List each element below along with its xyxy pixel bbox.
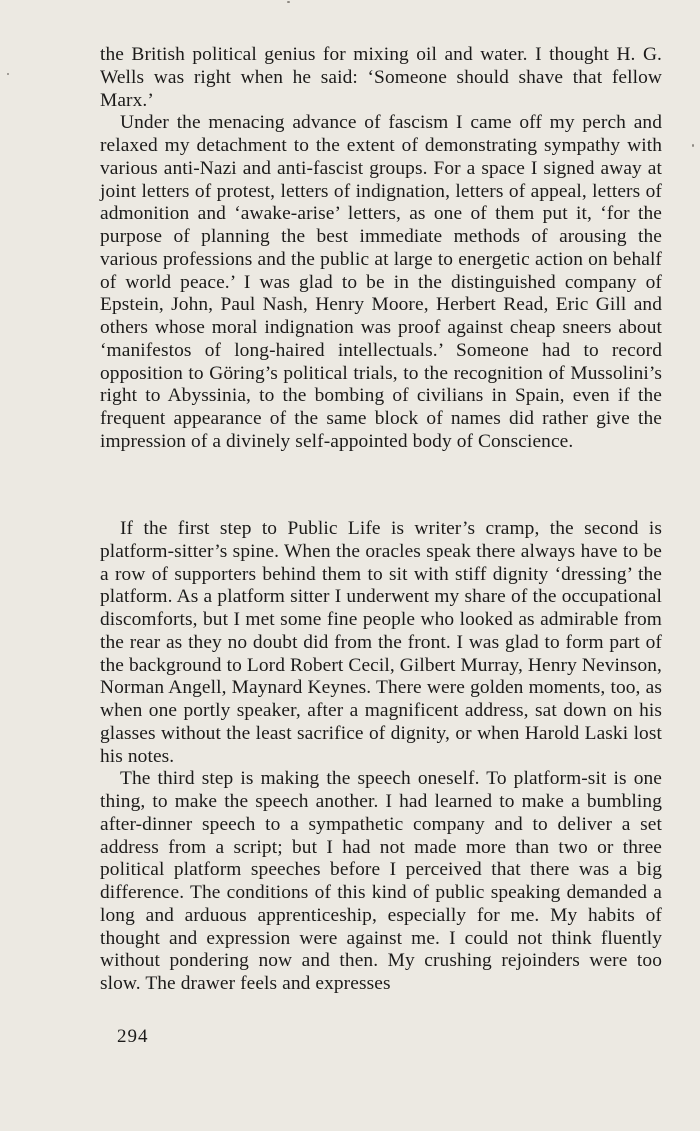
text-section-2 — [100, 518, 662, 996]
text-section-1 — [100, 44, 662, 454]
page-number: 294 — [117, 1026, 149, 1047]
paragraph-platform-sitter: If the first step to Public Life is writer’s cramp, the second is platform-sitter’s spine. When the oracles speak there always have to be a row of supporters behind them to sit with stiff dignity ‘dressing’ the platform. As a platform sitter I underwent my share of the occupational discomforts, but I met some fine people who looked as admirable from the rear as they no doubt did from the front. I was glad to form part of the background to Lord Robert Cecil, Gilbert Murray, Henry Nevinson, Norman Angell, Maynard Keynes. There were golden moments, too, as when one portly speaker, after a magnificent address, sat down on his glasses without the least sacrifice of dignity, or when Harold Laski lost his notes. — [100, 518, 662, 767]
paper-speck — [287, 1, 290, 3]
paper-speck — [692, 144, 694, 147]
paragraph-continuation: the British political genius for mixing oil and water. I thought H. G. Wells was right when he said: ‘Someone should shave that fellow Marx.’ — [100, 44, 662, 111]
paragraph-fascism: Under the menacing advance of fascism I came off my perch and relaxed my detachment to the extent of demonstrating sympathy with various anti-Nazi and anti-fascist groups. For a space I signed away at joint letters of protest, letters of indignation, letters of appeal, letters of admonition and ‘awake-arise’ letters, as one of them put it, ‘for the purpose of planning the best immediate methods of arousing the various professions and the public at large to energetic action on behalf of world peace.’ I was glad to be in the distinguished company of Epstein, John, Paul Nash, Henry Moore, Herbert Read, Eric Gill and others whose moral indignation was proof against cheap sneers about ‘manifestos of long-haired intellectuals.’ Someone had to record opposition to Göring’s political trials, to the recognition of Mussolini’s right to Abyssinia, to the bombing of civilians in Spain, even if the frequent appearance of the same block of names did rather give the impression of a divinely self-appointed body of Conscience. — [100, 112, 662, 452]
paper-speck — [7, 73, 9, 75]
paragraph-making-speech: The third step is making the speech oneself. To platform-sit is one thing, to make the speech another. I had learned to make a bumbling after-dinner speech to a sympathetic company and to deliver a set address from a script; but I had not made more than two or three political platform speeches before I perceived that there was a big difference. The conditions of this kind of public speaking demanded a long and arduous apprenticeship, especially for me. My habits of thought and expression were against me. I could not think fluently without pondering now and then. My crushing rejoinders were too slow. The drawer feels and expresses — [100, 768, 662, 994]
